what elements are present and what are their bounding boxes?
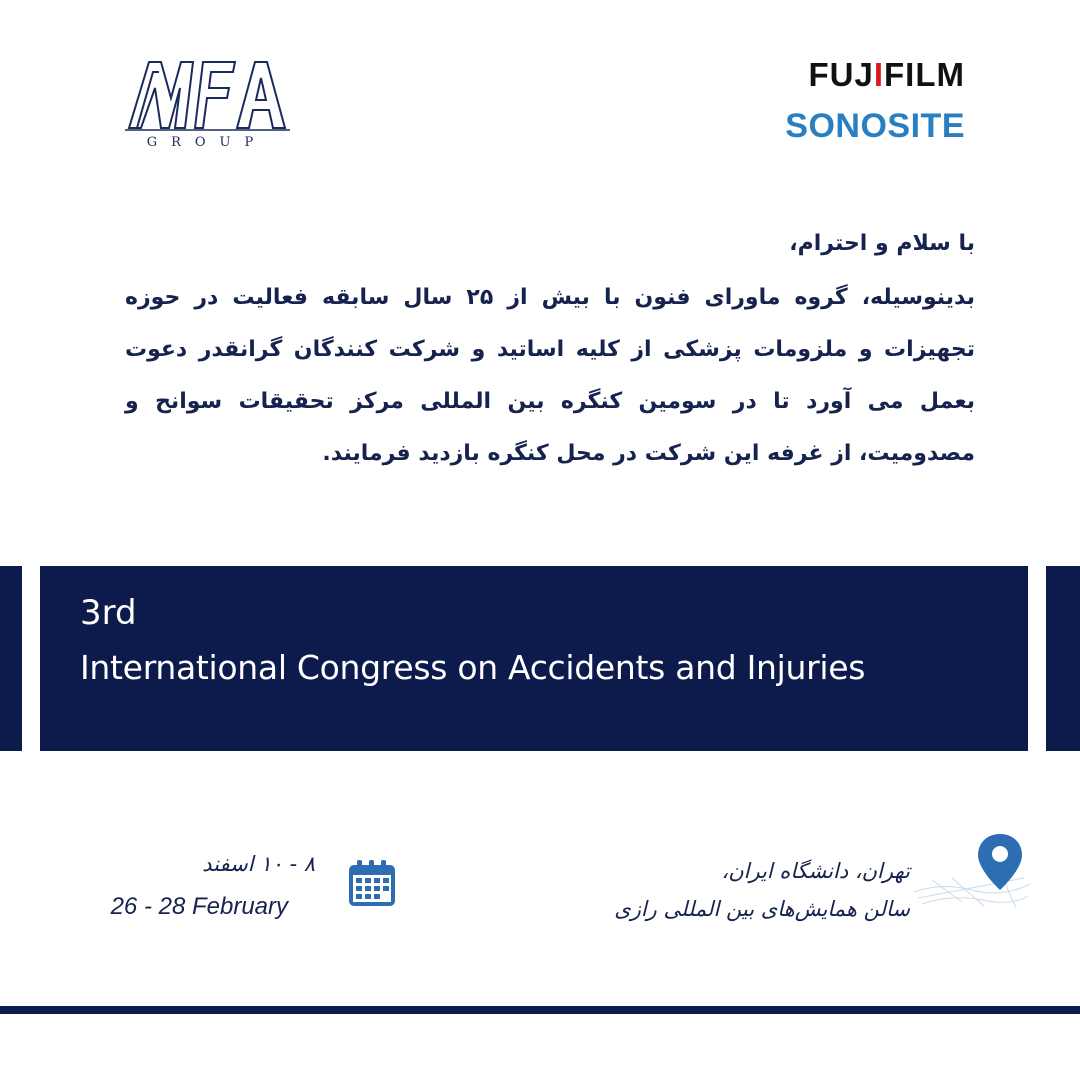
calendar-icon: [347, 858, 397, 908]
map-pin-icon: [912, 832, 1032, 912]
fujifilm-wordmark: [785, 56, 965, 94]
fujifilm-part2: FILM: [884, 56, 965, 93]
mfa-subtitle: GROUP: [146, 135, 268, 150]
banner-right-accent: [1046, 566, 1080, 751]
mfa-group-logo: [125, 58, 290, 150]
invitation-text: [125, 222, 975, 480]
fujifilm-part1: FUJ: [808, 56, 874, 93]
address-line-1: تهران، دانشگاه ایران،: [721, 859, 910, 883]
fujifilm-sonosite-logo: [785, 56, 965, 146]
fujifilm-red-i: I: [873, 56, 885, 93]
address-line-2: سالن همایش‌های بین المللی رازی: [614, 897, 910, 921]
sonosite-wordmark: SONOSITE: [785, 107, 965, 145]
congress-title: International Congress on Accidents and Injuries: [80, 648, 866, 687]
greeting: با سلام و احترام،: [789, 231, 975, 256]
invitation-body: بدینوسیله، گروه ماورای فنون با بیش از ۲۵ سال سابقه فعالیت در حوزه تجهیزات و ملزومات پزشکی از کلیه اساتید و شرکت کنندگان گرانقدر دعوت بعمل می آورد تا در سومین کنگره بین المللی مرکز تحقیقات سوانح و مصدومیت، از غرفه این شرکت در محل کنگره بازدید فرمایند.: [125, 285, 975, 466]
congress-ordinal: 3rd: [80, 593, 137, 633]
bottom-divider: [0, 1006, 1080, 1014]
banner-left-accent: [0, 566, 22, 751]
venue-address: [560, 852, 910, 928]
congress-banner: [40, 566, 1028, 751]
date-persian: ۸ - ۱۰ اسفند: [202, 852, 315, 876]
date-english: 26 - 28 February: [110, 893, 288, 920]
